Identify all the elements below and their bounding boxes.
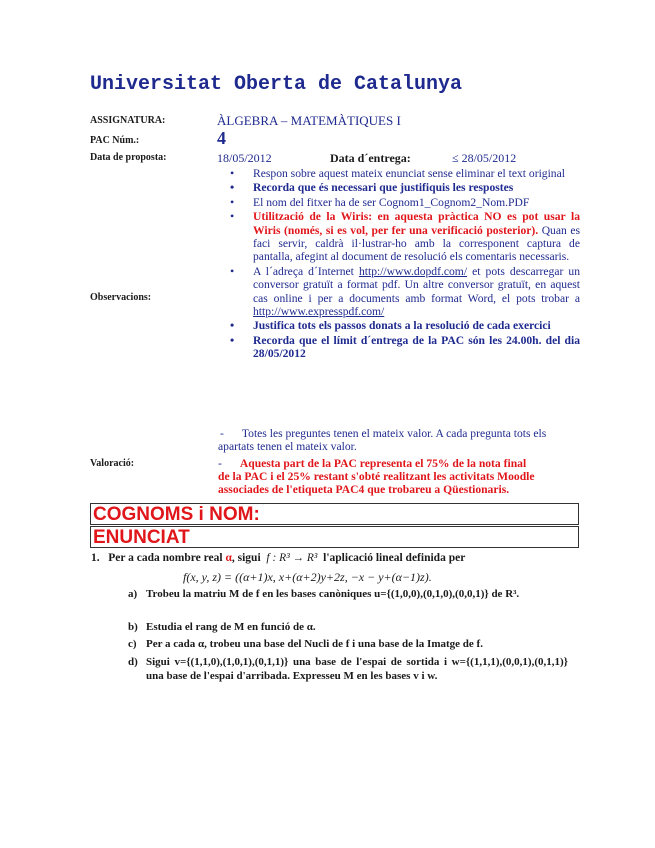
enunciat-header: ENUNCIAT xyxy=(90,526,579,548)
proposta-label: Data de proposta: xyxy=(90,152,167,163)
observations-block xyxy=(218,167,580,362)
exercise-item-c: c) Per a cada α, trobeu una base del Nucli de f i una base de la Imatge de f. xyxy=(128,638,483,650)
valoracio-note-2: - Aquesta part de la PAC representa el 75% de la nota final xyxy=(218,457,527,470)
obs-item-pdf: • A l´adreça d´Internet http://www.dopdf.com/ et pots descarregar un conversor gratuït a format pdf. Un altre conversor gratuït, en aquest cas online i per a documents amb format Word, el pots trobar a http://www.expresspdf.com/ xyxy=(218,265,580,319)
observacions-label: Observacions: xyxy=(90,292,152,303)
university-title: Universitat Oberta de Catalunya xyxy=(90,73,463,96)
valoracio-label: Valoració: xyxy=(90,458,135,469)
assignatura-label: ASSIGNATURA: xyxy=(90,115,166,126)
exercise-formula: f(x, y, z) = ((α+1)x, x+(α+2)y+2z, −x − y+(α−1)z). xyxy=(183,570,432,584)
exercise-item-b: b) Estudia el rang de M en funció de α. xyxy=(128,621,316,633)
obs-item-deadline: • Recorda que el límit d´entrega de la PAC són les 24.00h. del dia 28/05/2012 xyxy=(218,334,580,361)
obs-item-steps: • Justifica tots els passos donats a la resolució de cada exercici xyxy=(218,319,580,332)
obs-item-wiris: • Utilització de la Wiris: en aquesta pràctica NO es pot usar la Wiris (només, si es vol, per fer una verificació posterior). Quan es faci servir, caldrà il·lustrar-ho amb la corresponent captura de pantalla, afegint al document de resolució els comentaris necessaris. xyxy=(218,210,580,264)
entrega-label: Data d´entrega: xyxy=(330,151,411,165)
proposta-value: 18/05/2012 xyxy=(217,151,272,165)
valoracio-note-2-rest: de la PAC i el 25% restant s'obté realitzant les activitats Moodle associades de l'etiqueta PAC4 que trobareu a Qüestionaris. xyxy=(218,470,535,497)
exercise-item-d: d) Sigui v={(1,1,0),(1,0,1),(0,1,1)} una base de l'espai de sortida i w={(1,1,1),(0,0,1),(0,1,1)} una base de l'espai d'arribada. Expresseu M en les bases v i w. xyxy=(128,656,568,682)
exercise-1-statement: 1. Per a cada nombre real α, sigui f : R³ → R³ l'aplicació lineal definida per xyxy=(91,552,466,564)
valoracio-note-1: - Totes les preguntes tenen el mateix valor. A cada pregunta tots els apartats tenen el mateix valor. xyxy=(218,427,547,454)
pac-label: PAC Núm.: xyxy=(90,135,140,146)
obs-item-filename: • El nom del fitxer ha de ser Cognom1_Cognom2_Nom.PDF xyxy=(218,196,580,209)
exercise-item-a: a) Trobeu la matriu M de f en les bases canòniques u={(1,0,0),(0,1,0),(0,0,1)} de R³. xyxy=(128,588,520,600)
obs-item-justify: • Recorda que és necessari que justifiquis les respostes xyxy=(218,181,580,194)
dopdf-link[interactable]: http://www.dopdf.com/ xyxy=(358,264,468,278)
cognoms-nom-box[interactable]: COGNOMS i NOM: xyxy=(90,503,579,525)
obs-item-original: • Respon sobre aquest mateix enunciat sense eliminar el text original xyxy=(218,167,580,180)
entrega-value: ≤ 28/05/2012 xyxy=(452,151,517,165)
assignatura-value: ÀLGEBRA – MATEMÀTIQUES I xyxy=(217,113,401,128)
pac-number: 4 xyxy=(217,128,226,148)
expresspdf-link[interactable]: http://www.expresspdf.com/ xyxy=(253,305,385,319)
